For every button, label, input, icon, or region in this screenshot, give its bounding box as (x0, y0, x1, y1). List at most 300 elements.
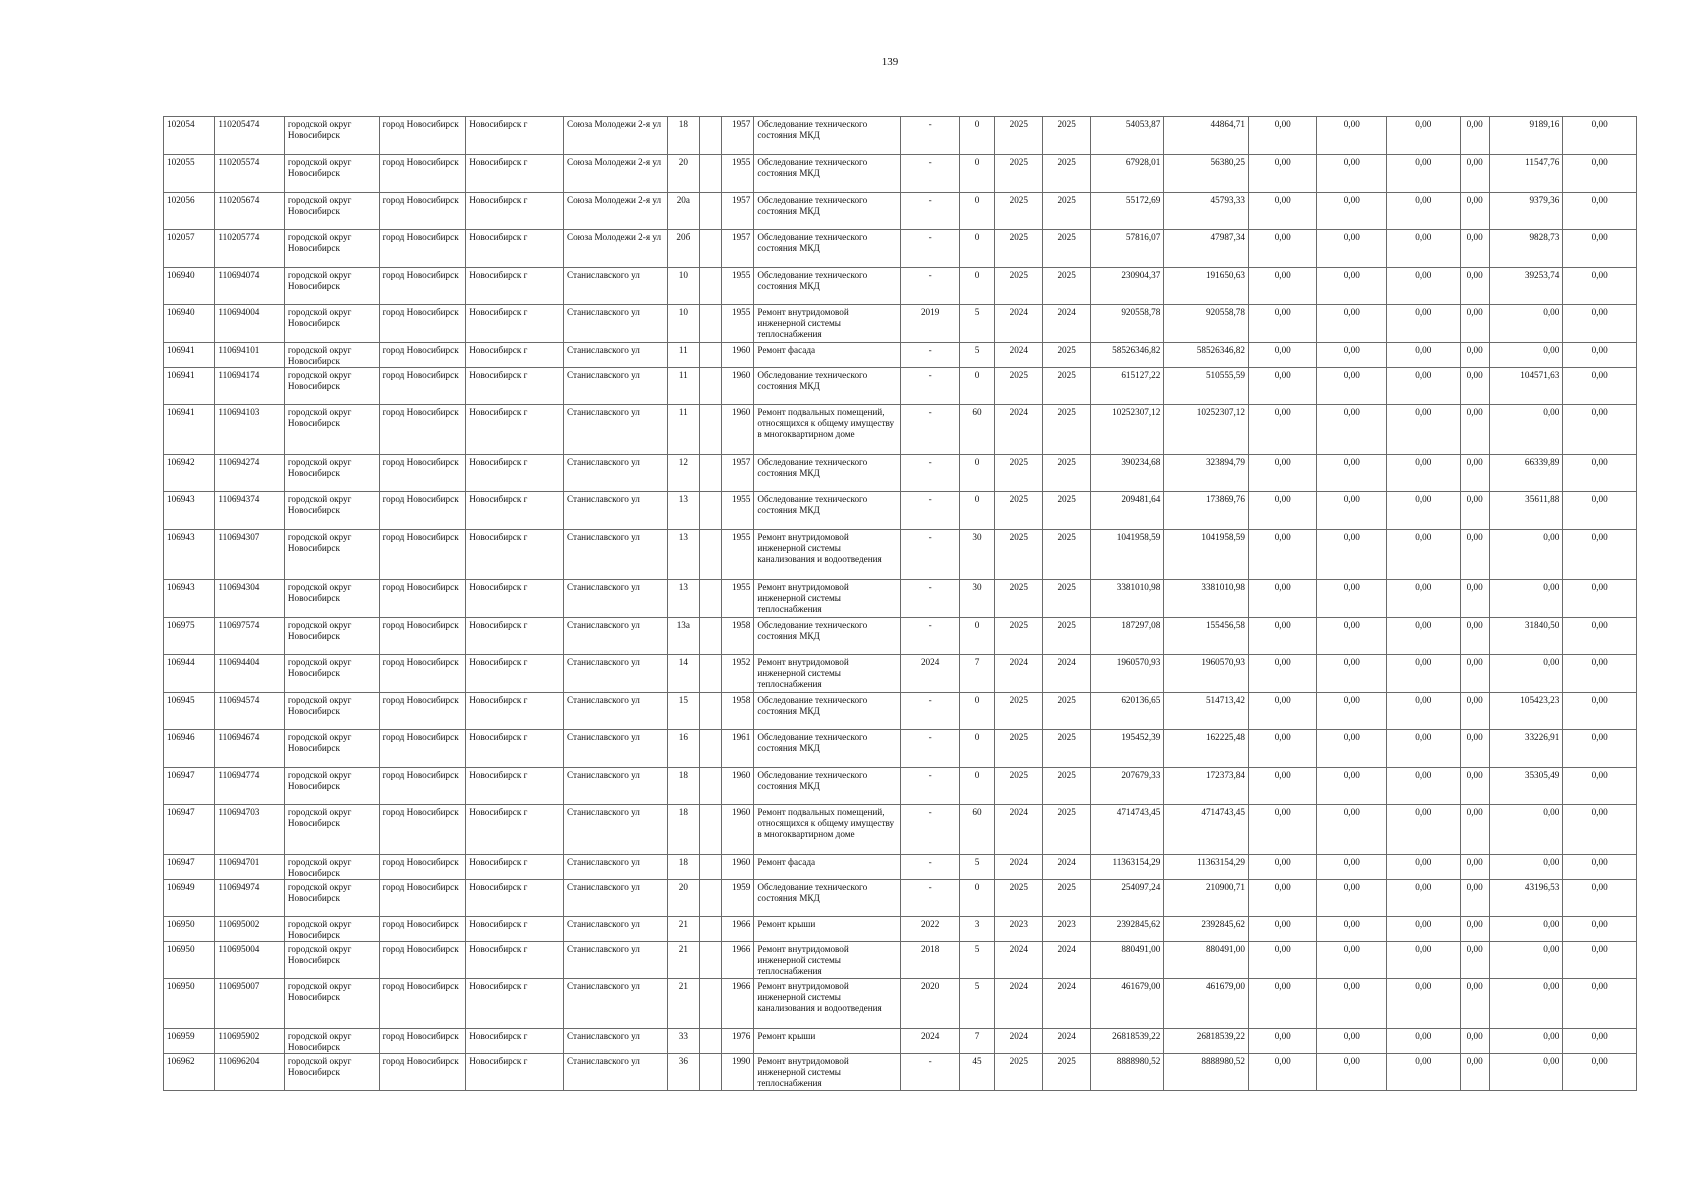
cell-year: 1960 (722, 768, 754, 805)
cell-house: 18 (667, 855, 699, 880)
cell-okrug: городской округ Новосибирск (284, 155, 379, 193)
cell-okrug: городской округ Новосибирск (284, 230, 379, 268)
cell-house: 20б (667, 230, 699, 268)
cell-id: 106949 (164, 880, 215, 917)
cell-cost_total: 55172,69 (1090, 193, 1164, 230)
cell-year: 1959 (722, 880, 754, 917)
cell-id: 106975 (164, 618, 215, 655)
cell-work: Обследование технического состояния МКД (754, 455, 901, 492)
cell-f5: 0,00 (1563, 1029, 1637, 1054)
cell-start_year: 2024 (995, 305, 1043, 343)
cell-f5: 0,00 (1563, 917, 1637, 942)
table-row (164, 917, 1637, 942)
cell-work: Обследование технического состояния МКД (754, 117, 901, 155)
cell-house: 10 (667, 268, 699, 305)
cell-f4: 0,00 (1460, 942, 1489, 979)
cell-owner: 9189,16 (1489, 117, 1563, 155)
cell-cost_total: 26818539,22 (1090, 1029, 1164, 1054)
cell-extra (699, 805, 721, 855)
cell-extra (699, 305, 721, 343)
cell-owner: 0,00 (1489, 979, 1563, 1029)
cell-prev_year: - (901, 368, 959, 405)
cell-id: 102057 (164, 230, 215, 268)
table-row (164, 942, 1637, 979)
cell-f2: 0,00 (1317, 655, 1387, 693)
cell-city_type: город Новосибирск (379, 618, 466, 655)
cell-f3: 0,00 (1387, 730, 1461, 768)
cell-year: 1958 (722, 618, 754, 655)
cell-cost_fund: 3381010,98 (1164, 580, 1249, 618)
registry-body (164, 117, 1637, 1091)
cell-f3: 0,00 (1387, 855, 1461, 880)
cell-id: 106950 (164, 979, 215, 1029)
cell-f3: 0,00 (1387, 155, 1461, 193)
cell-street: Союза Молодежи 2-я ул (563, 193, 667, 230)
cell-year: 1976 (722, 1029, 754, 1054)
cell-owner: 0,00 (1489, 942, 1563, 979)
cell-f1: 0,00 (1248, 155, 1317, 193)
cell-start_year: 2025 (995, 155, 1043, 193)
cell-prev_year: - (901, 455, 959, 492)
cell-extra (699, 655, 721, 693)
cell-work: Обследование технического состояния МКД (754, 730, 901, 768)
cell-house: 18 (667, 768, 699, 805)
cell-cost_total: 3381010,98 (1090, 580, 1164, 618)
cell-city: Новосибирск г (466, 230, 564, 268)
cell-end_year: 2025 (1043, 343, 1090, 368)
cell-f5: 0,00 (1563, 530, 1637, 580)
cell-f2: 0,00 (1317, 979, 1387, 1029)
cell-f5: 0,00 (1563, 805, 1637, 855)
cell-f1: 0,00 (1248, 492, 1317, 530)
cell-year: 1957 (722, 455, 754, 492)
cell-end_year: 2025 (1043, 618, 1090, 655)
cell-work: Обследование технического состояния МКД (754, 618, 901, 655)
cell-prev_year: - (901, 580, 959, 618)
cell-cost_total: 461679,00 (1090, 979, 1164, 1029)
cell-owner: 9828,73 (1489, 230, 1563, 268)
table-row (164, 368, 1637, 405)
cell-cost_total: 254097,24 (1090, 880, 1164, 917)
cell-period: 0 (959, 492, 994, 530)
cell-f5: 0,00 (1563, 880, 1637, 917)
cell-city: Новосибирск г (466, 368, 564, 405)
cell-prev_year: 2018 (901, 942, 959, 979)
cell-city: Новосибирск г (466, 155, 564, 193)
cell-cost_fund: 26818539,22 (1164, 1029, 1249, 1054)
cell-street: Станиславского ул (563, 979, 667, 1029)
cell-owner: 35305,49 (1489, 768, 1563, 805)
cell-f1: 0,00 (1248, 618, 1317, 655)
cell-okrug: городской округ Новосибирск (284, 193, 379, 230)
cell-house: 13 (667, 492, 699, 530)
cell-start_year: 2025 (995, 368, 1043, 405)
cell-period: 0 (959, 230, 994, 268)
cell-f1: 0,00 (1248, 693, 1317, 730)
cell-f4: 0,00 (1460, 343, 1489, 368)
cell-cost_total: 11363154,29 (1090, 855, 1164, 880)
cell-owner: 0,00 (1489, 530, 1563, 580)
cell-owner: 11547,76 (1489, 155, 1563, 193)
cell-code: 110694101 (215, 343, 285, 368)
cell-f3: 0,00 (1387, 805, 1461, 855)
cell-city: Новосибирск г (466, 343, 564, 368)
cell-period: 5 (959, 305, 994, 343)
cell-house: 12 (667, 455, 699, 492)
cell-extra (699, 880, 721, 917)
cell-extra (699, 693, 721, 730)
cell-city_type: город Новосибирск (379, 230, 466, 268)
cell-year: 1955 (722, 492, 754, 530)
cell-f2: 0,00 (1317, 405, 1387, 455)
cell-extra (699, 618, 721, 655)
cell-f5: 0,00 (1563, 730, 1637, 768)
cell-cost_fund: 47987,34 (1164, 230, 1249, 268)
cell-f3: 0,00 (1387, 880, 1461, 917)
cell-cost_fund: 1960570,93 (1164, 655, 1249, 693)
cell-prev_year: - (901, 405, 959, 455)
cell-city_type: город Новосибирск (379, 580, 466, 618)
cell-id: 106947 (164, 805, 215, 855)
cell-owner: 9379,36 (1489, 193, 1563, 230)
cell-street: Станиславского ул (563, 805, 667, 855)
cell-id: 106946 (164, 730, 215, 768)
cell-work: Ремонт крыши (754, 917, 901, 942)
cell-owner: 104571,63 (1489, 368, 1563, 405)
table-row (164, 230, 1637, 268)
cell-city_type: город Новосибирск (379, 343, 466, 368)
cell-f2: 0,00 (1317, 580, 1387, 618)
cell-id: 106944 (164, 655, 215, 693)
cell-f4: 0,00 (1460, 455, 1489, 492)
cell-year: 1990 (722, 1054, 754, 1091)
cell-owner: 0,00 (1489, 805, 1563, 855)
cell-prev_year: - (901, 343, 959, 368)
cell-house: 11 (667, 368, 699, 405)
cell-prev_year: - (901, 768, 959, 805)
cell-okrug: городской округ Новосибирск (284, 268, 379, 305)
cell-prev_year: 2024 (901, 1029, 959, 1054)
cell-f1: 0,00 (1248, 1054, 1317, 1091)
cell-period: 0 (959, 193, 994, 230)
cell-city_type: город Новосибирск (379, 368, 466, 405)
cell-f2: 0,00 (1317, 880, 1387, 917)
table-row (164, 655, 1637, 693)
cell-year: 1960 (722, 343, 754, 368)
cell-house: 33 (667, 1029, 699, 1054)
cell-house: 16 (667, 730, 699, 768)
cell-city: Новосибирск г (466, 618, 564, 655)
cell-extra (699, 492, 721, 530)
cell-house: 20 (667, 155, 699, 193)
cell-prev_year: - (901, 1054, 959, 1091)
cell-cost_fund: 191650,63 (1164, 268, 1249, 305)
cell-cost_total: 187297,08 (1090, 618, 1164, 655)
cell-extra (699, 530, 721, 580)
cell-prev_year: - (901, 117, 959, 155)
page-number: 139 (881, 56, 899, 68)
cell-extra (699, 193, 721, 230)
cell-f2: 0,00 (1317, 305, 1387, 343)
cell-street: Станиславского ул (563, 305, 667, 343)
cell-owner: 0,00 (1489, 305, 1563, 343)
cell-city: Новосибирск г (466, 768, 564, 805)
cell-f2: 0,00 (1317, 193, 1387, 230)
cell-cost_total: 880491,00 (1090, 942, 1164, 979)
cell-f1: 0,00 (1248, 855, 1317, 880)
cell-f5: 0,00 (1563, 580, 1637, 618)
cell-f4: 0,00 (1460, 917, 1489, 942)
cell-owner: 39253,74 (1489, 268, 1563, 305)
cell-cost_fund: 10252307,12 (1164, 405, 1249, 455)
cell-house: 14 (667, 655, 699, 693)
cell-okrug: городской округ Новосибирск (284, 805, 379, 855)
cell-house: 20а (667, 193, 699, 230)
cell-code: 110694304 (215, 580, 285, 618)
cell-cost_total: 1960570,93 (1090, 655, 1164, 693)
cell-period: 60 (959, 805, 994, 855)
cell-f4: 0,00 (1460, 492, 1489, 530)
cell-start_year: 2024 (995, 405, 1043, 455)
cell-city: Новосибирск г (466, 730, 564, 768)
cell-extra (699, 1054, 721, 1091)
cell-end_year: 2024 (1043, 979, 1090, 1029)
cell-street: Станиславского ул (563, 942, 667, 979)
cell-extra (699, 1029, 721, 1054)
cell-okrug: городской округ Новосибирск (284, 305, 379, 343)
cell-end_year: 2025 (1043, 155, 1090, 193)
cell-end_year: 2025 (1043, 230, 1090, 268)
cell-work: Ремонт внутридомовой инженерной системы теплоснабжения (754, 1054, 901, 1091)
cell-okrug: городской округ Новосибирск (284, 693, 379, 730)
cell-year: 1957 (722, 230, 754, 268)
cell-cost_fund: 155456,58 (1164, 618, 1249, 655)
cell-f5: 0,00 (1563, 230, 1637, 268)
cell-code: 110694074 (215, 268, 285, 305)
cell-okrug: городской округ Новосибирск (284, 343, 379, 368)
cell-work: Обследование технического состояния МКД (754, 230, 901, 268)
cell-year: 1960 (722, 368, 754, 405)
table-row (164, 268, 1637, 305)
cell-city_type: город Новосибирск (379, 155, 466, 193)
cell-f5: 0,00 (1563, 117, 1637, 155)
cell-f1: 0,00 (1248, 655, 1317, 693)
cell-work: Обследование технического состояния МКД (754, 492, 901, 530)
cell-f4: 0,00 (1460, 730, 1489, 768)
cell-period: 0 (959, 368, 994, 405)
cell-extra (699, 730, 721, 768)
cell-street: Станиславского ул (563, 655, 667, 693)
cell-street: Станиславского ул (563, 455, 667, 492)
cell-code: 110694004 (215, 305, 285, 343)
cell-street: Станиславского ул (563, 730, 667, 768)
cell-f3: 0,00 (1387, 693, 1461, 730)
table-row (164, 693, 1637, 730)
cell-okrug: городской округ Новосибирск (284, 492, 379, 530)
cell-f3: 0,00 (1387, 405, 1461, 455)
cell-house: 21 (667, 979, 699, 1029)
cell-f1: 0,00 (1248, 455, 1317, 492)
cell-street: Станиславского ул (563, 1054, 667, 1091)
cell-city_type: город Новосибирск (379, 730, 466, 768)
cell-year: 1960 (722, 805, 754, 855)
cell-start_year: 2024 (995, 805, 1043, 855)
cell-street: Станиславского ул (563, 580, 667, 618)
cell-f3: 0,00 (1387, 917, 1461, 942)
cell-prev_year: - (901, 730, 959, 768)
cell-street: Станиславского ул (563, 530, 667, 580)
cell-okrug: городской округ Новосибирск (284, 730, 379, 768)
cell-house: 13 (667, 580, 699, 618)
cell-id: 106950 (164, 917, 215, 942)
cell-id: 106959 (164, 1029, 215, 1054)
cell-period: 0 (959, 693, 994, 730)
cell-cost_fund: 510555,59 (1164, 368, 1249, 405)
cell-f4: 0,00 (1460, 805, 1489, 855)
cell-code: 110695007 (215, 979, 285, 1029)
cell-city_type: город Новосибирск (379, 530, 466, 580)
cell-code: 110694703 (215, 805, 285, 855)
cell-f3: 0,00 (1387, 268, 1461, 305)
cell-owner: 0,00 (1489, 1054, 1563, 1091)
cell-okrug: городской округ Новосибирск (284, 405, 379, 455)
cell-end_year: 2025 (1043, 580, 1090, 618)
cell-cost_fund: 1041958,59 (1164, 530, 1249, 580)
cell-okrug: городской округ Новосибирск (284, 942, 379, 979)
cell-f5: 0,00 (1563, 942, 1637, 979)
cell-f4: 0,00 (1460, 580, 1489, 618)
cell-cost_total: 4714743,45 (1090, 805, 1164, 855)
cell-code: 110694674 (215, 730, 285, 768)
cell-cost_fund: 880491,00 (1164, 942, 1249, 979)
cell-owner: 105423,23 (1489, 693, 1563, 730)
cell-code: 110694174 (215, 368, 285, 405)
cell-id: 106940 (164, 305, 215, 343)
cell-f5: 0,00 (1563, 655, 1637, 693)
cell-cost_total: 615127,22 (1090, 368, 1164, 405)
cell-code: 110205574 (215, 155, 285, 193)
cell-street: Станиславского ул (563, 343, 667, 368)
cell-f1: 0,00 (1248, 530, 1317, 580)
cell-cost_fund: 173869,76 (1164, 492, 1249, 530)
cell-work: Ремонт внутридомовой инженерной системы теплоснабжения (754, 655, 901, 693)
cell-f4: 0,00 (1460, 979, 1489, 1029)
cell-f2: 0,00 (1317, 855, 1387, 880)
cell-street: Союза Молодежи 2-я ул (563, 155, 667, 193)
cell-f3: 0,00 (1387, 1029, 1461, 1054)
cell-cost_total: 230904,37 (1090, 268, 1164, 305)
cell-f5: 0,00 (1563, 492, 1637, 530)
cell-start_year: 2025 (995, 492, 1043, 530)
cell-house: 21 (667, 942, 699, 979)
cell-f2: 0,00 (1317, 530, 1387, 580)
table-row (164, 979, 1637, 1029)
cell-city_type: город Новосибирск (379, 117, 466, 155)
cell-cost_fund: 56380,25 (1164, 155, 1249, 193)
cell-year: 1955 (722, 268, 754, 305)
cell-owner: 43196,53 (1489, 880, 1563, 917)
cell-work: Обследование технического состояния МКД (754, 155, 901, 193)
cell-work: Ремонт внутридомовой инженерной системы теплоснабжения (754, 580, 901, 618)
cell-year: 1955 (722, 155, 754, 193)
cell-city_type: город Новосибирск (379, 455, 466, 492)
cell-f4: 0,00 (1460, 618, 1489, 655)
cell-cost_total: 195452,39 (1090, 730, 1164, 768)
cell-f5: 0,00 (1563, 618, 1637, 655)
cell-f1: 0,00 (1248, 268, 1317, 305)
cell-owner: 66339,89 (1489, 455, 1563, 492)
cell-period: 30 (959, 580, 994, 618)
cell-code: 110694404 (215, 655, 285, 693)
table-row (164, 405, 1637, 455)
cell-period: 5 (959, 942, 994, 979)
cell-okrug: городской округ Новосибирск (284, 655, 379, 693)
cell-work: Ремонт внутридомовой инженерной системы канализования и водоотведения (754, 979, 901, 1029)
cell-period: 45 (959, 1054, 994, 1091)
cell-f2: 0,00 (1317, 230, 1387, 268)
cell-end_year: 2025 (1043, 880, 1090, 917)
cell-f3: 0,00 (1387, 979, 1461, 1029)
cell-city_type: город Новосибирск (379, 305, 466, 343)
cell-f2: 0,00 (1317, 1029, 1387, 1054)
cell-extra (699, 455, 721, 492)
cell-f3: 0,00 (1387, 343, 1461, 368)
cell-house: 18 (667, 117, 699, 155)
cell-f4: 0,00 (1460, 405, 1489, 455)
cell-end_year: 2025 (1043, 117, 1090, 155)
cell-f5: 0,00 (1563, 768, 1637, 805)
table-row (164, 193, 1637, 230)
cell-prev_year: - (901, 193, 959, 230)
cell-work: Ремонт внутридомовой инженерной системы теплоснабжения (754, 942, 901, 979)
cell-city: Новосибирск г (466, 1054, 564, 1091)
cell-code: 110697574 (215, 618, 285, 655)
cell-cost_total: 8888980,52 (1090, 1054, 1164, 1091)
cell-f4: 0,00 (1460, 368, 1489, 405)
cell-okrug: городской округ Новосибирск (284, 455, 379, 492)
cell-f3: 0,00 (1387, 368, 1461, 405)
cell-okrug: городской округ Новосибирск (284, 880, 379, 917)
registry-table (163, 116, 1637, 1091)
cell-f1: 0,00 (1248, 979, 1317, 1029)
cell-cost_total: 58526346,82 (1090, 343, 1164, 368)
cell-year: 1966 (722, 917, 754, 942)
table-row (164, 1054, 1637, 1091)
table-row (164, 1029, 1637, 1054)
cell-cost_fund: 210900,71 (1164, 880, 1249, 917)
cell-end_year: 2025 (1043, 768, 1090, 805)
table-row (164, 880, 1637, 917)
cell-start_year: 2024 (995, 942, 1043, 979)
cell-house: 11 (667, 405, 699, 455)
cell-prev_year: - (901, 155, 959, 193)
cell-f4: 0,00 (1460, 155, 1489, 193)
cell-house: 20 (667, 880, 699, 917)
cell-owner: 0,00 (1489, 655, 1563, 693)
cell-extra (699, 942, 721, 979)
cell-work: Ремонт подвальных помещений, относящихся к общему имуществу в многоквартирном доме (754, 805, 901, 855)
cell-city_type: город Новосибирск (379, 492, 466, 530)
cell-id: 106941 (164, 405, 215, 455)
cell-city_type: город Новосибирск (379, 268, 466, 305)
cell-cost_total: 207679,33 (1090, 768, 1164, 805)
cell-okrug: городской округ Новосибирск (284, 368, 379, 405)
table-row (164, 305, 1637, 343)
cell-extra (699, 979, 721, 1029)
cell-extra (699, 117, 721, 155)
cell-f1: 0,00 (1248, 880, 1317, 917)
cell-year: 1957 (722, 193, 754, 230)
